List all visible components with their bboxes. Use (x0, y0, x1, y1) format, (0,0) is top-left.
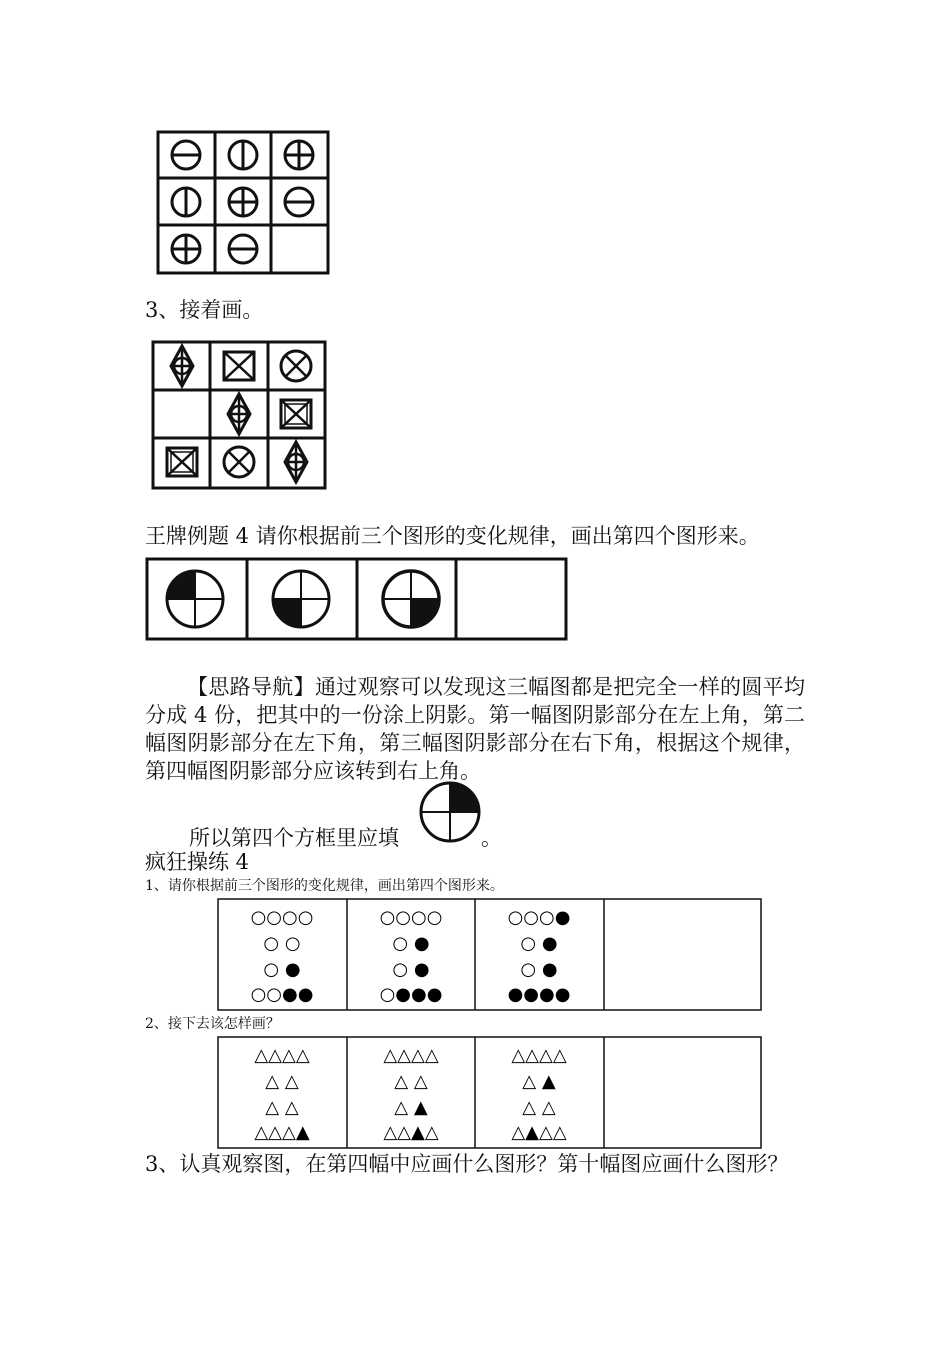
box-x-icon (281, 400, 311, 428)
figure-quarter-circles (145, 557, 570, 643)
q1-cell-3-row-1: ○○○● (507, 907, 571, 928)
q2-cell-1-row-2: △ △ (265, 1071, 299, 1092)
hint-paragraph (145, 673, 805, 785)
circle-minus-icon (229, 235, 257, 263)
circle-plus-icon (229, 188, 257, 216)
q2-cell-1-row-3: △ △ (265, 1097, 299, 1118)
section-3-label: 3、接着画。 (145, 298, 264, 322)
quarter-shaded-circle-bottom-left (273, 571, 329, 627)
box-x-icon (224, 352, 254, 380)
circle-vertical-icon (229, 141, 257, 169)
answer-prefix: 所以第四个方框里应填 (189, 826, 399, 850)
circle-plus-icon (172, 235, 200, 263)
q1-cell-3-row-3: ○ ● (520, 959, 558, 980)
circle-x-icon (281, 351, 311, 381)
answer-suffix: 。 (481, 826, 502, 850)
quarter-shaded-circle-bottom-right (383, 571, 439, 627)
q2-cell-2-row-2: △ △ (394, 1071, 428, 1092)
question-2-table (217, 1036, 763, 1150)
q2-cell-2-row-3: △ ▲ (394, 1097, 428, 1118)
question-2: 2、接下去该怎样画？ (145, 1016, 280, 1032)
q2-cell-1-row-4: △△△▲ (254, 1122, 310, 1143)
diamond-circle-icon (285, 442, 307, 482)
q2-cell-3-row-2: △ ▲ (522, 1071, 556, 1092)
q1-cell-3-row-4: ●●●● (507, 984, 571, 1005)
circle-minus-icon (172, 141, 200, 169)
figure-shape-grid (151, 340, 329, 492)
q1-cell-2-row-1: ○○○○ (379, 907, 443, 928)
question-3: 3、认真观察图，在第四幅中应画什么图形？第十幅图应画什么图形？ (145, 1152, 789, 1176)
quarter-shaded-circle-top-left (167, 571, 223, 627)
question-1: 1、请你根据前三个图形的变化规律，画出第四个图形来。 (145, 878, 504, 894)
q1-cell-3-row-2: ○ ● (520, 933, 558, 954)
q2-cell-1-row-1: △△△△ (254, 1045, 310, 1066)
q1-cell-2-row-3: ○ ● (392, 959, 430, 980)
box-x-icon (167, 448, 197, 476)
question-1-table (217, 898, 763, 1012)
circle-minus-icon (285, 188, 313, 216)
q1-cell-1-row-1: ○○○○ (250, 907, 314, 928)
circle-x-icon (224, 447, 254, 477)
diamond-circle-icon (228, 394, 250, 434)
q2-cell-3-row-1: △△△△ (511, 1045, 567, 1066)
q1-cell-1-row-4: ○○●● (250, 984, 314, 1005)
answer-circle-top-right-icon (418, 780, 482, 844)
diamond-circle-icon (171, 346, 193, 386)
hint-heading: 【思路导航】 (187, 675, 315, 699)
hint-body: 通过观察可以发现这三幅图都是把完全一样的圆平均分成 4 份，把其中的一份涂上阴影。第一幅图阴影部分在左上角，第二幅图阴影部分在左下角，第三幅图阴影部分在右下角，根据这个规律，第四幅图阴影部分应该转到右上角。 (145, 675, 806, 783)
figure-circle-grid (156, 130, 331, 276)
q2-cell-2-row-4: △△▲△ (383, 1122, 439, 1143)
example-4-title: 王牌例题 4 请你根据前三个图形的变化规律，画出第四个图形来。 (145, 524, 760, 548)
q1-cell-2-row-2: ○ ● (392, 933, 430, 954)
q1-cell-2-row-4: ○●●● (379, 984, 443, 1005)
q1-cell-1-row-2: ○ ○ (263, 933, 301, 954)
practice-4-title: 疯狂操练 4 (145, 850, 250, 874)
q2-cell-3-row-3: △ △ (522, 1097, 556, 1118)
q2-cell-3-row-4: △▲△△ (511, 1122, 567, 1143)
circle-vertical-icon (172, 188, 200, 216)
circle-plus-icon (285, 141, 313, 169)
q1-cell-1-row-3: ○ ● (263, 959, 301, 980)
q2-cell-2-row-1: △△△△ (383, 1045, 439, 1066)
